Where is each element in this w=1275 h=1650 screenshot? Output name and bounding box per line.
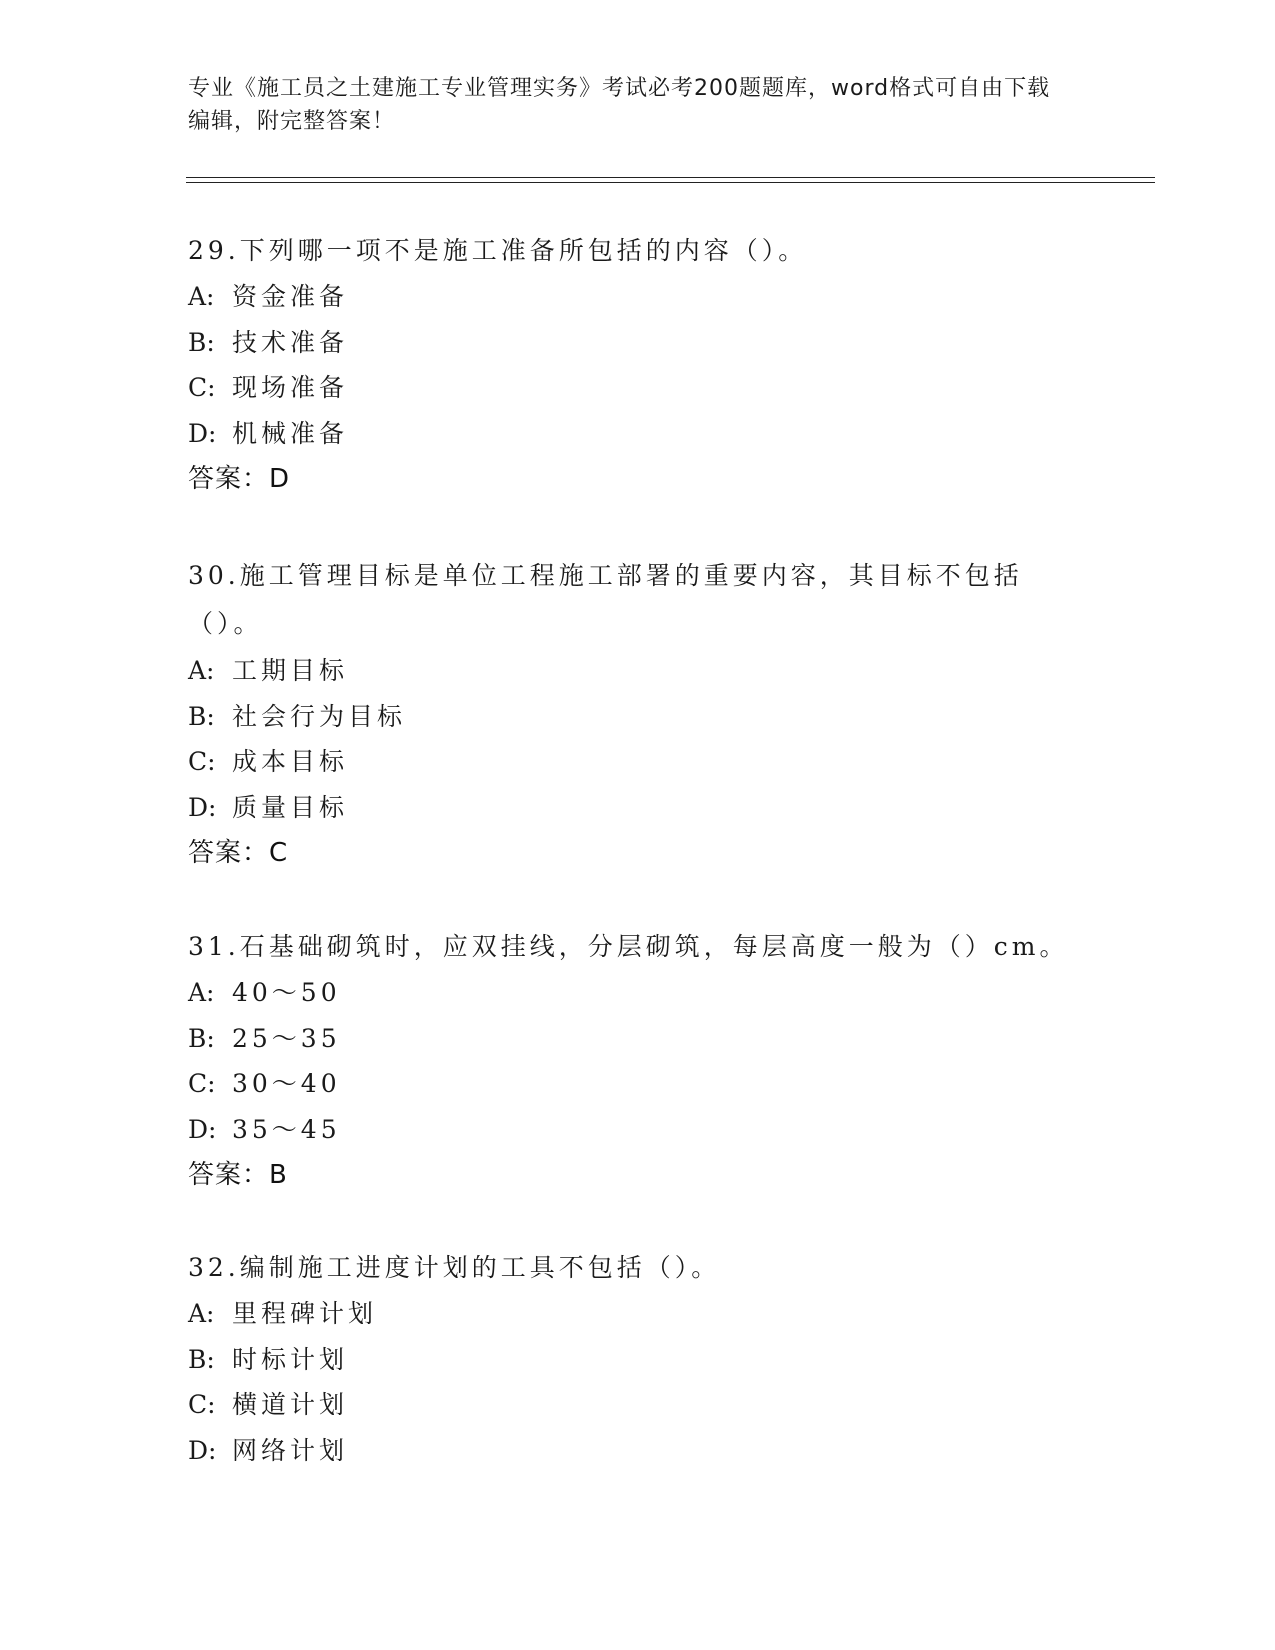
- option-key: A:: [188, 978, 215, 1007]
- option-text: 质量目标: [232, 792, 349, 822]
- option-key: C:: [188, 1390, 216, 1419]
- option-key: B:: [188, 1023, 215, 1053]
- question-29: [188, 228, 1088, 502]
- option-key: D:: [188, 792, 217, 822]
- option-b: [188, 694, 1088, 740]
- option-a: [188, 274, 1088, 320]
- option-text: 30～40: [232, 1069, 341, 1098]
- question-text: 32.编制施工进度计划的工具不包括（）。: [188, 1253, 721, 1282]
- document-header: 专业《施工员之土建施工专业管理实务》考试必考200题题库，word格式可自由下载编辑，附完整答案！: [188, 76, 1051, 134]
- option-key: B:: [188, 1344, 215, 1374]
- question-32: [188, 1245, 1088, 1473]
- option-a: [188, 1291, 1088, 1337]
- option-c: [188, 365, 1088, 411]
- question-text: 31.石基础砌筑时，应双挂线，分层砌筑，每层高度一般为（）cm。: [188, 932, 1069, 961]
- option-key: D:: [188, 1114, 217, 1144]
- option-b: [188, 1016, 1088, 1062]
- option-text: 工期目标: [232, 656, 349, 685]
- option-key: A:: [188, 282, 215, 311]
- header-rule-top: [186, 177, 1155, 178]
- answer: 答案：B: [188, 1160, 288, 1190]
- header-rule-bottom: [186, 182, 1155, 183]
- option-b: [188, 320, 1088, 366]
- option-text: 35～45: [232, 1114, 341, 1144]
- option-text: 机械准备: [232, 418, 349, 448]
- option-c: [188, 1061, 1088, 1107]
- option-key: C:: [188, 747, 216, 776]
- option-text: 横道计划: [232, 1390, 349, 1419]
- option-c: [188, 739, 1088, 785]
- answer: 答案：C: [188, 838, 289, 868]
- option-text: 里程碑计划: [232, 1299, 378, 1328]
- option-a: [188, 648, 1088, 694]
- option-key: D:: [188, 1435, 217, 1465]
- option-text: 技术准备: [232, 327, 349, 357]
- option-key: C:: [188, 373, 216, 402]
- option-a: [188, 970, 1088, 1016]
- question-30: [188, 552, 1088, 876]
- option-text: 时标计划: [232, 1344, 349, 1374]
- answer: 答案：D: [188, 464, 291, 494]
- option-text: 现场准备: [232, 373, 349, 402]
- option-key: B:: [188, 327, 215, 357]
- option-key: A:: [188, 1299, 215, 1328]
- option-text: 40～50: [232, 978, 341, 1007]
- question-31: [188, 924, 1088, 1198]
- question-text: 29.下列哪一项不是施工准备所包括的内容（）。: [188, 236, 808, 265]
- option-text: 成本目标: [232, 747, 349, 776]
- option-text: 资金准备: [232, 282, 349, 311]
- option-b: [188, 1337, 1088, 1383]
- option-text: 25～35: [232, 1023, 341, 1053]
- option-key: B:: [188, 701, 215, 731]
- option-d: [188, 411, 1088, 457]
- option-d: [188, 1428, 1088, 1474]
- option-key: A:: [188, 656, 215, 685]
- option-text: 网络计划: [232, 1435, 349, 1465]
- question-text: 30.施工管理目标是单位工程施工部署的重要内容，其目标不包括（）。: [188, 561, 1023, 638]
- option-d: [188, 785, 1088, 831]
- option-key: C:: [188, 1069, 216, 1098]
- option-c: [188, 1382, 1088, 1428]
- option-d: [188, 1107, 1088, 1153]
- option-text: 社会行为目标: [232, 701, 407, 731]
- option-key: D:: [188, 418, 217, 448]
